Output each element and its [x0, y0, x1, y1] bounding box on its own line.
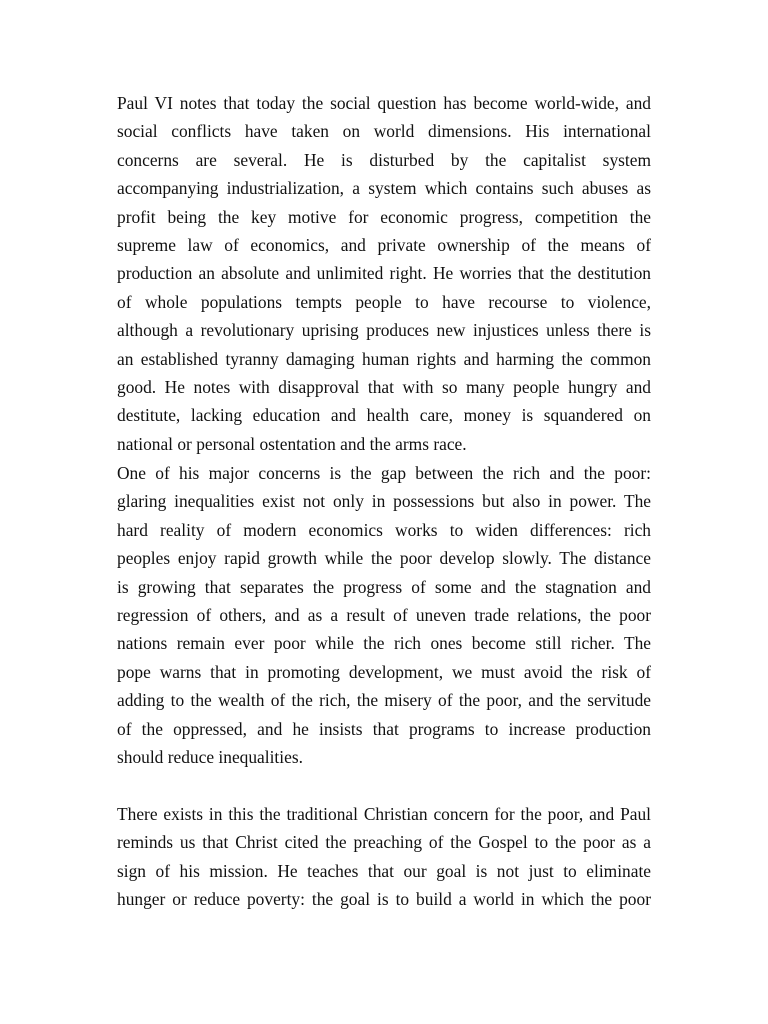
text-line: should reduce inequalities. — [117, 746, 303, 767]
text-line: hunger or reduce poverty: the goal is to build a world in which the poor — [117, 889, 651, 910]
text-line: social conflicts have taken on world dimensions. His international — [117, 121, 651, 142]
text-line: of the oppressed, and he insists that programs to increase production — [117, 718, 651, 739]
text-line: hard reality of modern economics works to widen differences: rich — [117, 519, 651, 540]
text-line: good. He notes with disapproval that with so many people hungry and — [117, 376, 651, 397]
text-line: accompanying industrialization, a system which contains such abuses as — [117, 178, 651, 199]
paragraph-2 — [117, 459, 651, 771]
text-line: sign of his mission. He teaches that our goal is not just to eliminate — [117, 860, 651, 881]
text-line: profit being the key motive for economic progress, competition the — [117, 206, 651, 227]
text-line: Paul VI notes that today the social question has become world-wide, and — [117, 93, 651, 113]
text-line: One of his major concerns is the gap between the rich and the poor: — [117, 463, 651, 483]
text-line: adding to the wealth of the rich, the misery of the poor, and the servitude — [117, 690, 651, 711]
text-line: national or personal ostentation and the arms race. — [117, 433, 467, 454]
paragraph-1 — [117, 89, 651, 458]
text-line: is growing that separates the progress of some and the stagnation and — [117, 576, 651, 597]
text-line: destitute, lacking education and health care, money is squandered on — [117, 405, 651, 426]
text-line: There exists in this the traditional Christian concern for the poor, and Paul — [117, 804, 651, 824]
paragraph-3 — [117, 800, 651, 914]
text-line: regression of others, and as a result of uneven trade relations, the poor — [117, 604, 651, 625]
text-line: an established tyranny damaging human rights and harming the common — [117, 348, 651, 369]
text-line: peoples enjoy rapid growth while the poor develop slowly. The distance — [117, 548, 651, 569]
text-line: glaring inequalities exist not only in possessions but also in power. The — [117, 491, 651, 512]
text-line: of whole populations tempts people to have recourse to violence, — [117, 291, 651, 312]
text-line: reminds us that Christ cited the preaching of the Gospel to the poor as a — [117, 832, 651, 853]
text-line: production an absolute and unlimited right. He worries that the destitution — [117, 263, 651, 284]
text-line: supreme law of economics, and private ownership of the means of — [117, 234, 651, 255]
text-line: although a revolutionary uprising produces new injustices unless there is — [117, 320, 651, 341]
text-line: nations remain ever poor while the rich ones become still richer. The — [117, 633, 651, 654]
text-line: concerns are several. He is disturbed by the capitalist system — [117, 149, 651, 170]
text-line: pope warns that in promoting development, we must avoid the risk of — [117, 661, 651, 682]
